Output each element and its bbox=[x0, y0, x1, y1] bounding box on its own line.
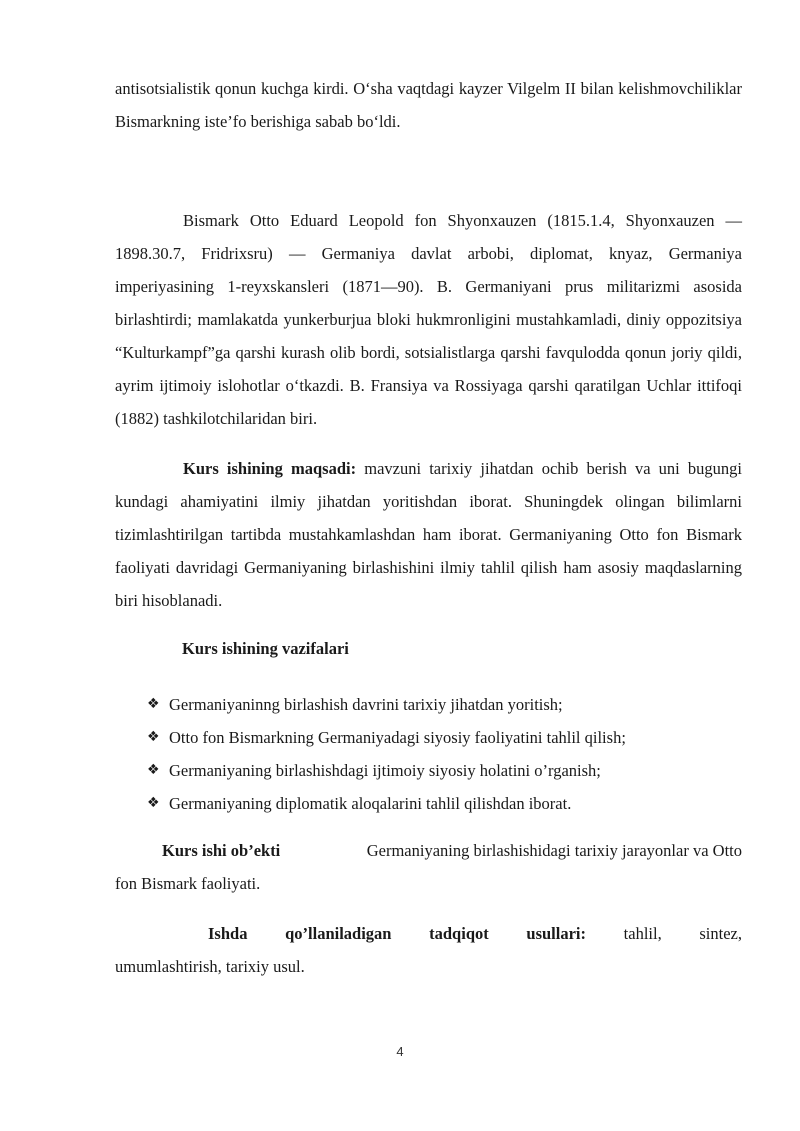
obekt-label: Kurs ishi ob’ekti bbox=[162, 841, 281, 860]
maqsad-paragraph bbox=[115, 452, 742, 617]
usullar-paragraph bbox=[115, 917, 742, 983]
maqsad-text: mavzuni tarixiy jihatdan ochib berish va uni bugungi kundagi ahamiyatini ilmiy jihatdan yoritishdan iborat. Shuningdek olingan bilimlarni tizimlashtirilgan tartibda mustahkamlashdan ham iborat. Germaniyaning Otto fon Bismark faoliyati davridagi Germaniyaning birlashishini ilmiy tahlil qilish ham asosiy maqdaslarning biri hisoblanadi. bbox=[115, 459, 742, 610]
vazifalar-heading: Kurs ishining vazifalari bbox=[182, 639, 349, 658]
usullar-word: qo’llaniladigan bbox=[285, 924, 392, 943]
diamond-bullet-icon: ❖ bbox=[147, 729, 160, 745]
usullar-word: usullari: bbox=[526, 924, 587, 943]
usullar-word: tadqiqot bbox=[429, 924, 489, 943]
maqsad-label: Kurs ishining maqsadi: bbox=[183, 459, 357, 478]
obekt-text-line2: fon Bismark faoliyati. bbox=[115, 874, 261, 893]
intro-paragraph: antisotsialistik qonun kuchga kirdi. O‘sha vaqtdagi kayzer Vilgelm II bilan kelishmovchiliklar Bismarkning iste’fo berishiga sabab bo‘ldi. bbox=[115, 79, 742, 131]
list-item: ❖ Germaniyaning diplomatik aloqalarini tahlil qilishdan iborat. bbox=[147, 787, 626, 820]
list-item: ❖ Germaniyaninng birlashish davrini tarixiy jihatdan yoritish; bbox=[147, 688, 626, 721]
usullar-word: tahlil, bbox=[623, 924, 662, 943]
list-item: ❖ Germaniyaning birlashishdagi ijtimoiy siyosiy holatini o’rganish; bbox=[147, 754, 626, 787]
usullar-word: sintez, bbox=[699, 924, 742, 943]
vazifalar-list bbox=[147, 688, 626, 820]
diamond-bullet-icon: ❖ bbox=[147, 762, 160, 778]
page-number: 4 bbox=[396, 1044, 404, 1059]
bismark-bio-paragraph: Bismark Otto Eduard Leopold fon Shyonxauzen (1815.1.4, Shyonxauzen —1898.30.7, Fridrixsru) — Germaniya davlat arbobi, diplomat, knyaz, Germaniya imperiyasining 1-reyxskansleri (1871—90). B. Germaniyani prus militarizmi asosida birlashtirdi; mamlakatda yunkerburjua bloki hukmronligini mustahkamladi, diniy oppozitsiya “Kulturkampf”ga qarshi kurash olib bordi, sotsialistlarga qarshi favqulodda qonun joriy qildi, ayrim ijtimoiy islohotlar o‘tkazdi. B. Fransiya va Rossiyaga qarshi qaratilgan Uchlar ittifoqi (1882) tashkilotchilaridan biri. bbox=[115, 211, 742, 428]
diamond-bullet-icon: ❖ bbox=[147, 696, 160, 712]
obekt-paragraph bbox=[115, 834, 742, 900]
obekt-text-line1: Germaniyaning birlashishidagi tarixiy jarayonlar va Otto bbox=[366, 841, 742, 860]
usullar-text-line2: umumlashtirish, tarixiy usul. bbox=[115, 957, 305, 976]
usullar-word: Ishda bbox=[208, 924, 248, 943]
diamond-bullet-icon: ❖ bbox=[147, 795, 160, 811]
list-item: ❖ Otto fon Bismarkning Germaniyadagi siyosiy faoliyatini tahlil qilish; bbox=[147, 721, 626, 754]
